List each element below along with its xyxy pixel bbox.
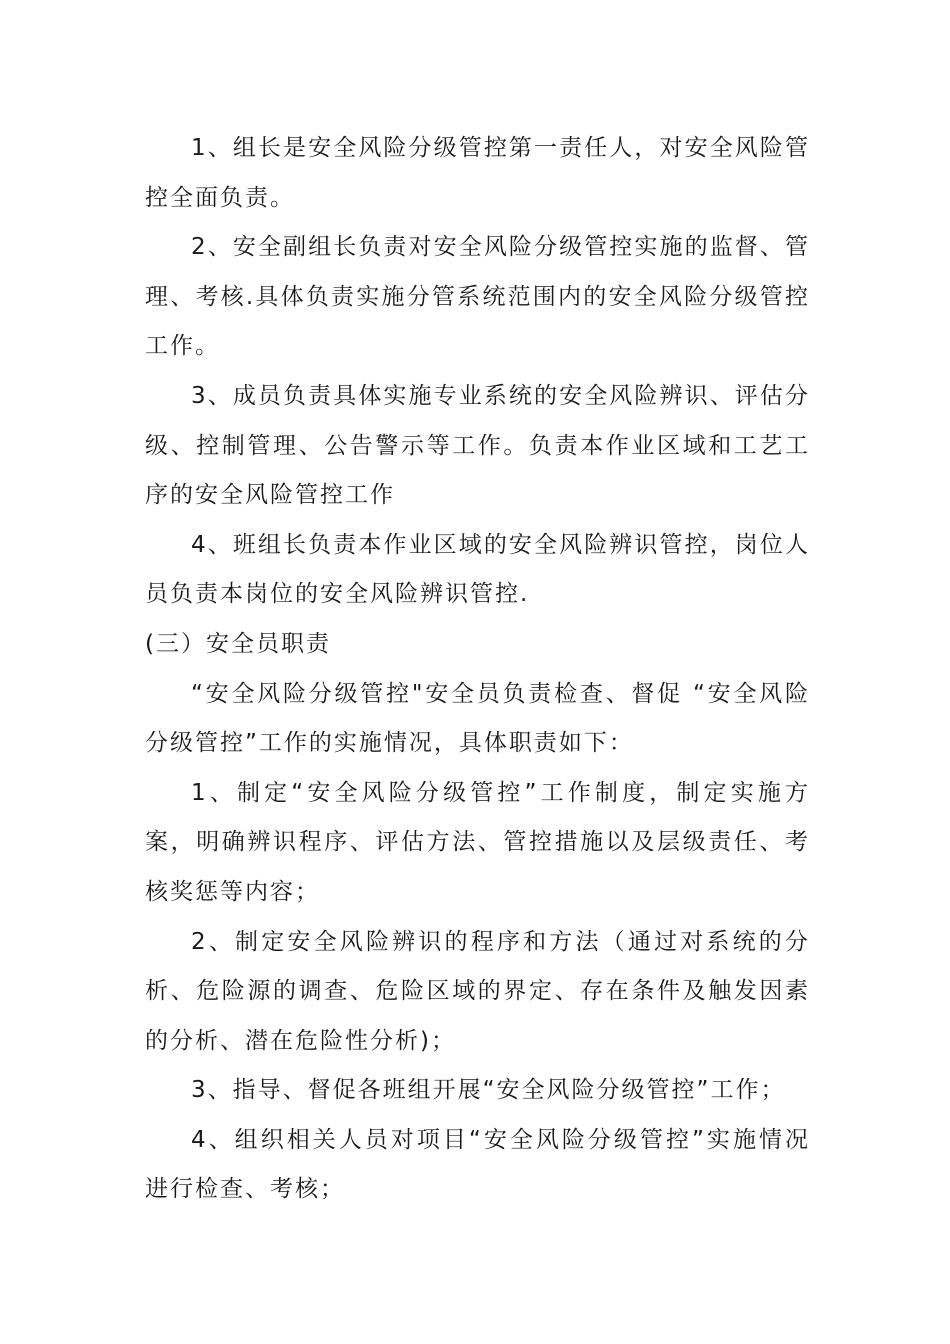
paragraph-duty-4: 4、班组长负责本作业区域的安全风险辨识管控，岗位人员负责本岗位的安全风险辨识管控. xyxy=(145,531,810,608)
paragraph-safety-officer-intro: “安全风险分级管控"安全员负责检查、督促 “安全风险分级管控”工作的实施情况，具体职责如下： xyxy=(145,680,810,757)
paragraph-officer-duty-3: 3、指导、督促各班组开展“安全风险分级管控”工作； xyxy=(191,1077,786,1104)
paragraph-duty-2: 2、安全副组长负责对安全风险分级管控实施的监督、管理、考核.具体负责实施分管系统范围内的安全风险分级管控工作。 xyxy=(145,234,810,360)
paragraph-duty-1: 1、组长是安全风险分级管控第一责任人，对安全风险管控全面负责。 xyxy=(145,135,810,211)
paragraph-duty-3: 3、成员负责具体实施专业系统的安全风险辨识、评估分级、控制管理、公告警示等工作。负责本作业区域和工艺工序的安全风险管控工作 xyxy=(145,382,810,509)
document-body xyxy=(145,124,810,1215)
section-heading-safety-officer: (三）安全员职责 xyxy=(145,630,331,657)
paragraph-officer-duty-4: 4、组织相关人员对项目“安全风险分级管控”实施情况进行检查、考核； xyxy=(145,1126,810,1203)
paragraph-officer-duty-1: 1、制定“安全风险分级管控”工作制度，制定实施方案，明确辨识程序、评估方法、管控措施以及层级责任、考核奖惩等内容； xyxy=(145,779,810,905)
paragraph-officer-duty-2: 2、制定安全风险辨识的程序和方法（通过对系统的分析、危险源的调查、危险区域的界定、存在条件及触发因素的分析、潜在危险性分析)； xyxy=(145,928,810,1054)
